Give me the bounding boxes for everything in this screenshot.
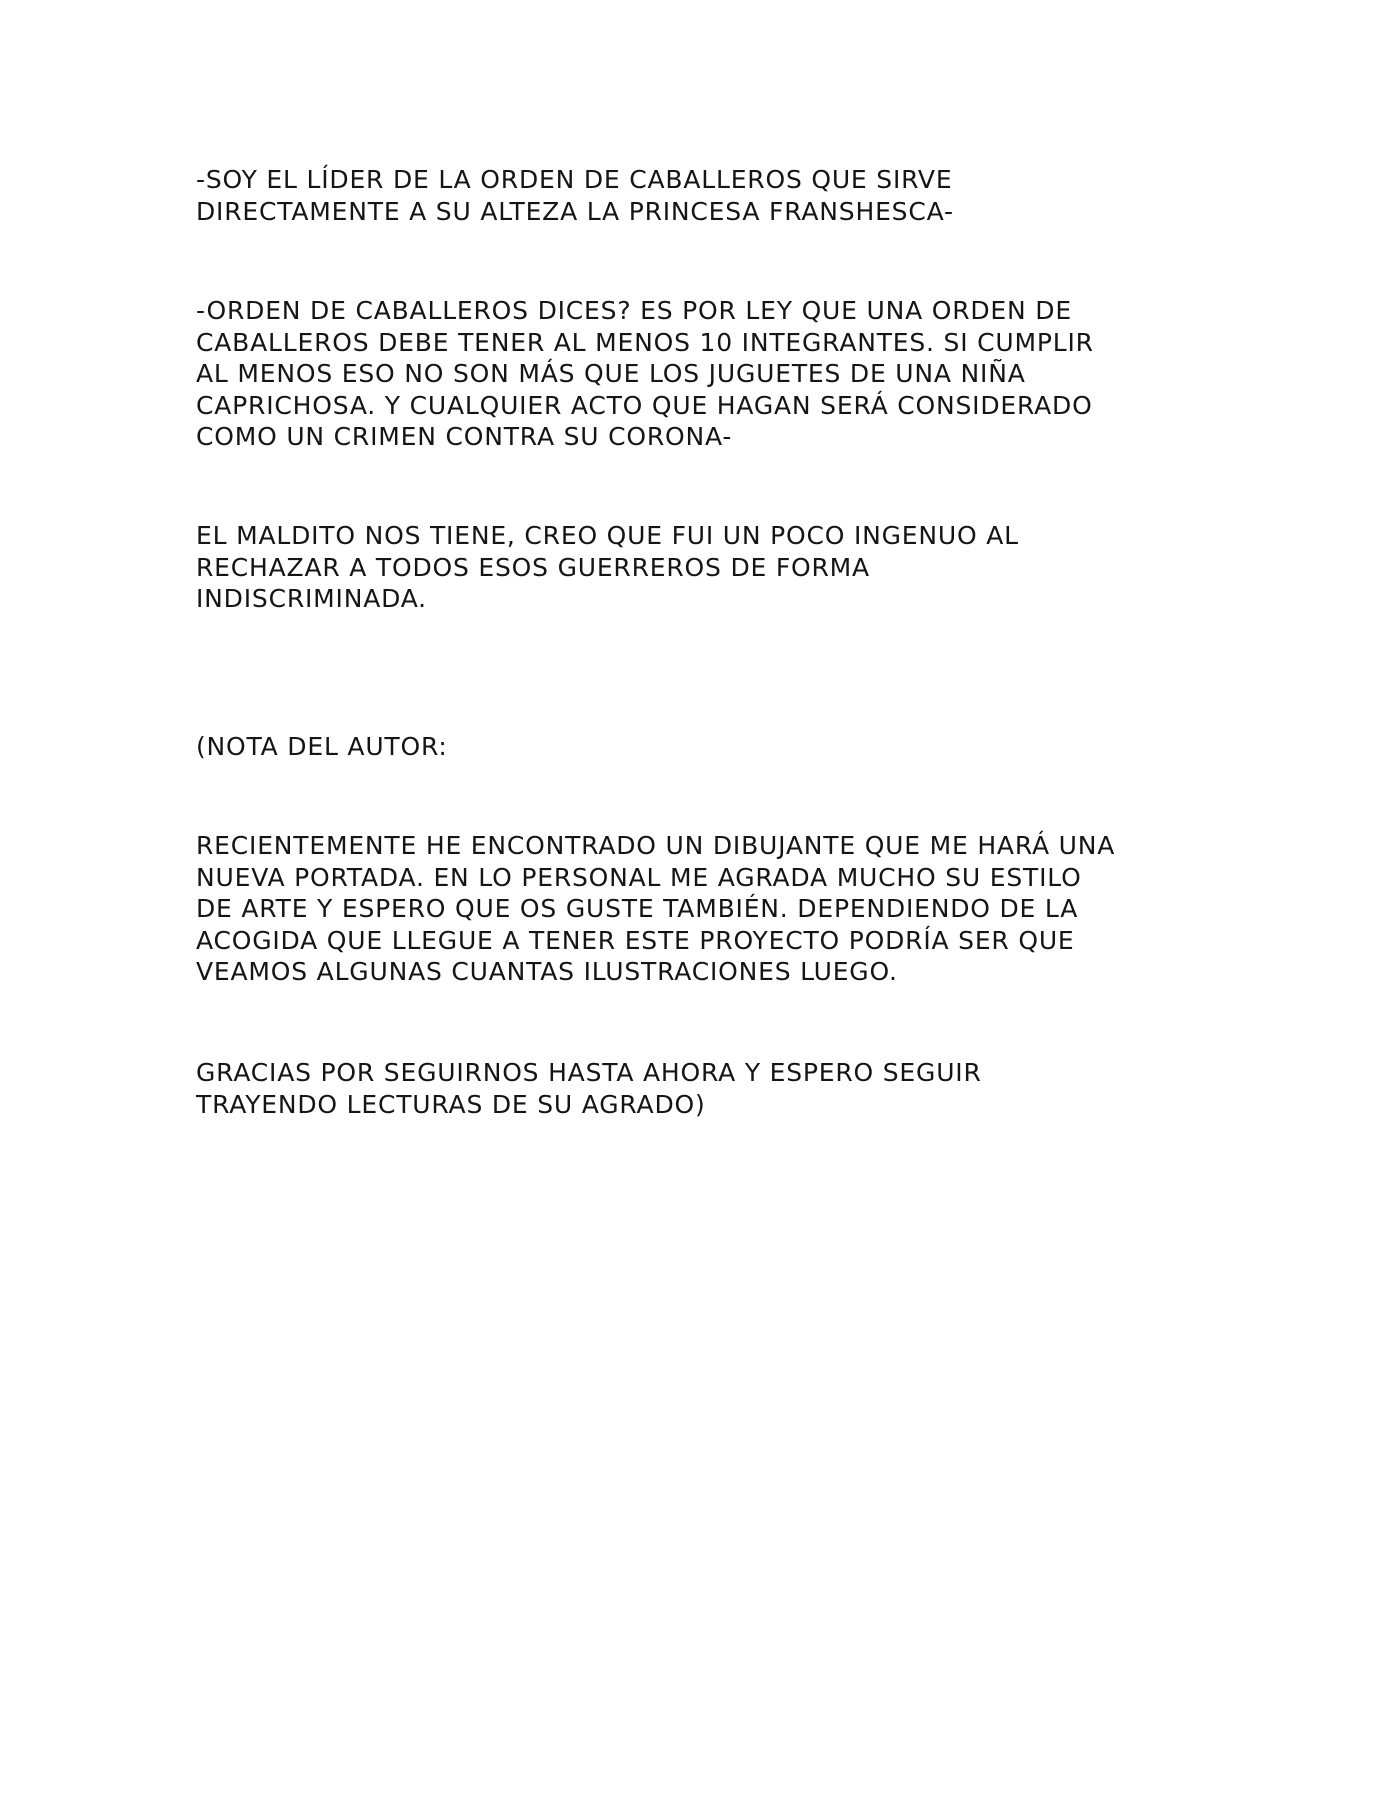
author-note-heading: (NOTA DEL AUTOR:: [196, 732, 448, 761]
narration-paragraph: EL MALDITO NOS TIENE, CREO QUE FUI UN POCO INGENUO AL RECHAZAR A TODOS ESOS GUERREROS DE FORMA INDISCRIMINADA.: [196, 521, 1019, 613]
author-note-body: RECIENTEMENTE HE ENCONTRADO UN DIBUJANTE QUE ME HARÁ UNA NUEVA PORTADA. EN LO PERSONAL ME AGRADA MUCHO SU ESTILO DE ARTE Y ESPERO QUE OS GUSTE TAMBIÉN. DEPENDIENDO DE LA ACOGIDA QUE LLEGUE A TENER ESTE PROYECTO PODRÍA SER QUE VEAMOS ALGUNAS CUANTAS ILUSTRACIONES LUEGO.: [196, 831, 1116, 986]
dialogue-order-of-knights: -ORDEN DE CABALLEROS DICES? ES POR LEY QUE UNA ORDEN DE CABALLEROS DEBE TENER AL MENOS 10 INTEGRANTES. SI CUMPLIR AL MENOS ESO NO SON MÁS QUE LOS JUGUETES DE UNA NIÑA CAPRICHOSA. Y CUALQUIER ACTO QUE HAGAN SERÁ CONSIDERADO COMO UN CRIMEN CONTRA SU CORONA-: [196, 296, 1094, 451]
dialogue-knight-leader: -SOY EL LÍDER DE LA ORDEN DE CABALLEROS QUE SIRVE DIRECTAMENTE A SU ALTEZA LA PRINCESA FRANSHESCA-: [196, 165, 954, 226]
author-note-closing: GRACIAS POR SEGUIRNOS HASTA AHORA Y ESPERO SEGUIR TRAYENDO LECTURAS DE SU AGRADO): [196, 1058, 982, 1119]
